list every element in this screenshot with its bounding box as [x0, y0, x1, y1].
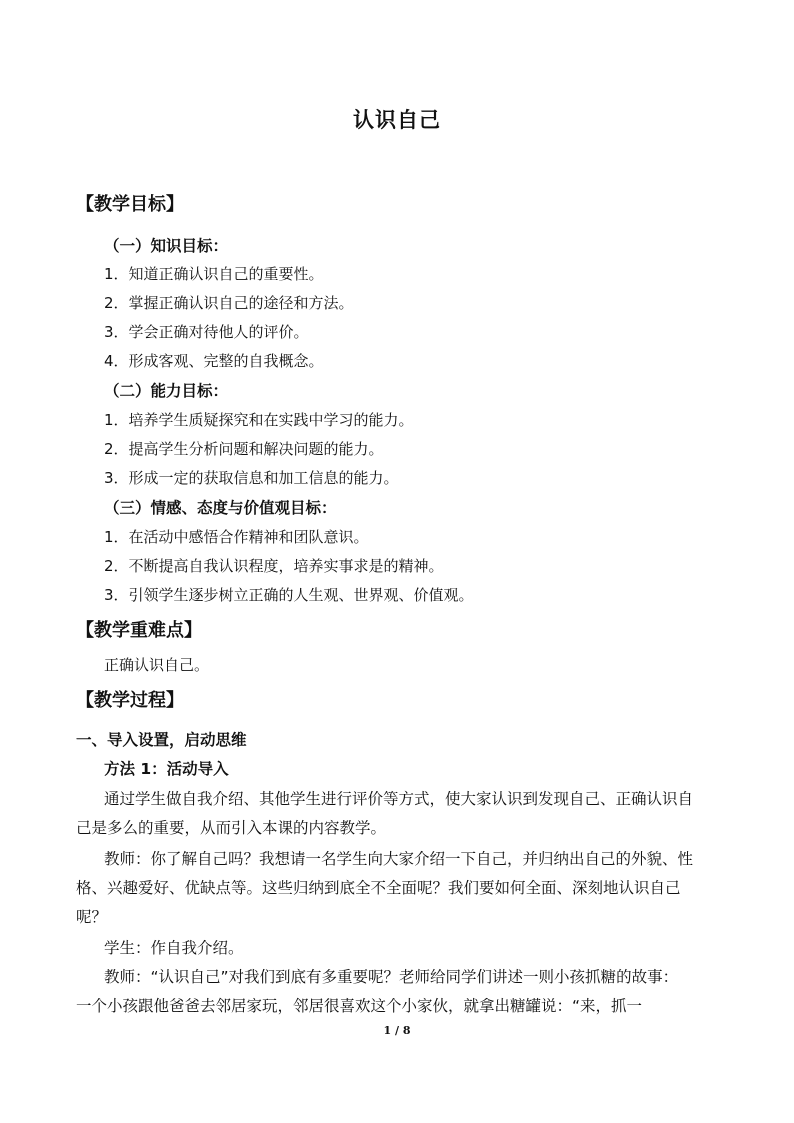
- paragraph-line: 教师：“认识自己”对我们到底有多重要呢？老师给同学们讲述一则小孩抓糖的故事：: [104, 968, 679, 986]
- paragraph-line: 呢？: [76, 908, 108, 926]
- paragraph-line: 通过学生做自我介绍、其他学生进行评价等方式，使大家认识到发现自己、正确认识自: [104, 790, 694, 808]
- section-heading-key-points: 【教学重难点】: [76, 620, 202, 641]
- method-heading: 方法 1：活动导入: [104, 760, 229, 778]
- list-item: 1．知道正确认识自己的重要性。: [104, 265, 324, 283]
- paragraph-line: 格、兴趣爱好、优缺点等。这些归纳到底全不全面呢？我们要如何全面、深刻地认识自己: [76, 879, 681, 897]
- key-points-text: 正确认识自己。: [104, 656, 210, 674]
- subheading-knowledge: （一）知识目标：: [104, 237, 229, 255]
- subheading-emotion: （三）情感、态度与价值观目标：: [104, 499, 337, 517]
- list-item: 2．提高学生分析问题和解决问题的能力。: [104, 440, 384, 458]
- section-heading-process: 【教学过程】: [76, 690, 184, 711]
- list-item: 3．形成一定的获取信息和加工信息的能力。: [104, 469, 399, 487]
- list-item: 2．掌握正确认识自己的途径和方法。: [104, 294, 354, 312]
- document-title: 认识自己: [353, 108, 441, 132]
- paragraph-line: 学生：作自我介绍。: [104, 939, 244, 957]
- paragraph-line: 一个小孩跟他爸爸去邻居家玩，邻居很喜欢这个小家伙，就拿出糖罐说：“来，抓一: [76, 997, 643, 1015]
- section-heading-objectives: 【教学目标】: [76, 194, 184, 215]
- paragraph-line: 教师：你了解自己吗？我想请一名学生向大家介绍一下自己，并归纳出自己的外貌、性: [104, 850, 694, 868]
- list-item: 4．形成客观、完整的自我概念。: [104, 352, 324, 370]
- page-number: 1 / 8: [383, 1024, 411, 1037]
- paragraph-line: 己是多么的重要，从而引入本课的内容教学。: [76, 819, 387, 837]
- list-item: 3．引领学生逐步树立正确的人生观、世界观、价值观。: [104, 586, 474, 604]
- subheading-ability: （二）能力目标：: [104, 382, 229, 400]
- step-heading: 一、导入设置，启动思维: [76, 731, 247, 749]
- list-item: 1．培养学生质疑探究和在实践中学习的能力。: [104, 411, 414, 429]
- list-item: 3．学会正确对待他人的评价。: [104, 323, 309, 341]
- list-item: 2．不断提高自我认识程度，培养实事求是的精神。: [104, 557, 444, 575]
- list-item: 1．在活动中感悟合作精神和团队意识。: [104, 528, 369, 546]
